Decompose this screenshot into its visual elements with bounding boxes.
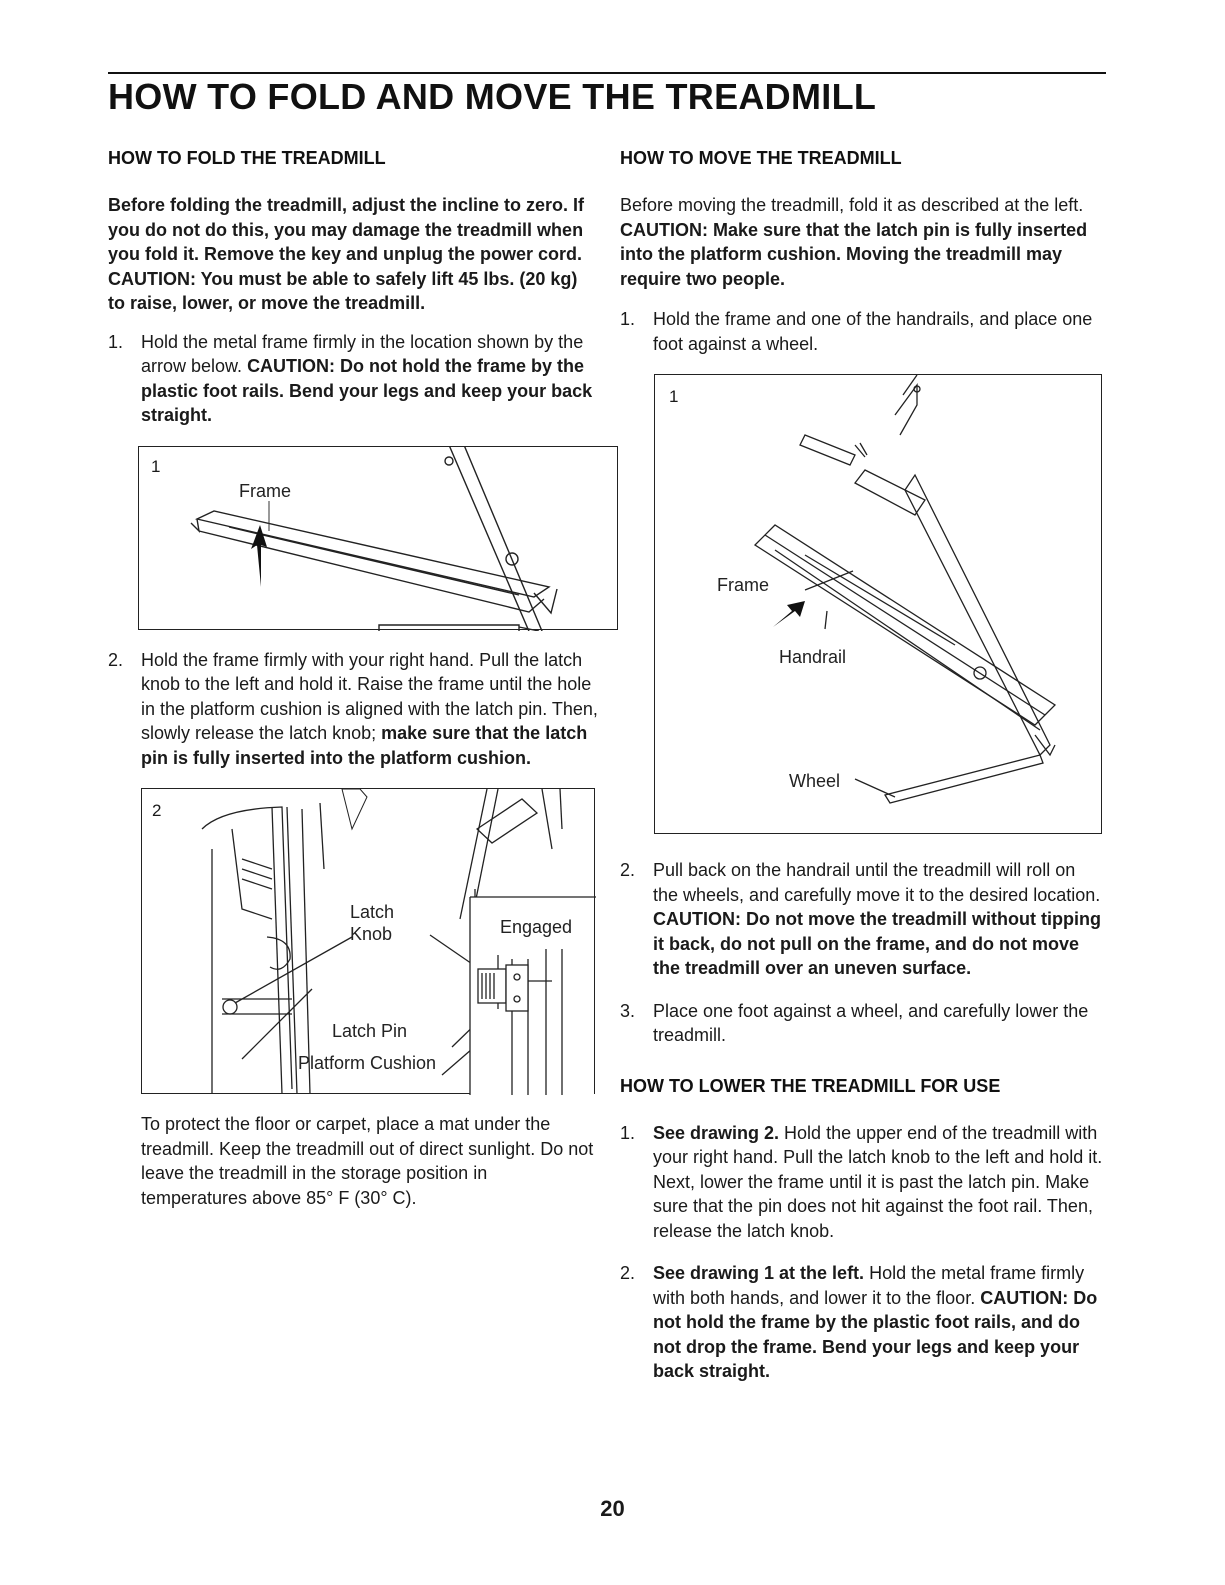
label-latch-pin: Latch Pin <box>332 1021 408 1041</box>
label-frame: Frame <box>239 480 292 501</box>
lower-step-1 <box>620 1121 1105 1244</box>
step-reference: See drawing 1 at the left. <box>653 1263 865 1283</box>
step-number: 1. <box>108 331 124 352</box>
storage-note: To protect the floor or carpet, place a mat under the treadmill. Keep the treadmill out of direct sunlight. Do not leave the treadmill in the storage position in temperatures above 85° F (30° C). <box>141 1114 594 1208</box>
lower-step-2 <box>620 1261 1105 1384</box>
label-wheel: Wheel <box>789 771 841 791</box>
page-number: 20 <box>600 1496 625 1521</box>
fold-heading: HOW TO FOLD THE TREADMILL <box>108 148 386 168</box>
title-rule <box>108 72 1106 74</box>
treadmill-moving-drawing <box>655 375 1103 835</box>
move-heading: HOW TO MOVE THE TREADMILL <box>620 148 902 168</box>
figure-number: 1 <box>151 456 161 476</box>
move-section <box>620 148 1105 1402</box>
figure-number: 1 <box>669 387 679 406</box>
step-reference: See drawing 2. <box>653 1122 780 1143</box>
label-frame: Frame <box>717 575 770 595</box>
step-caution: CAUTION: Do not hold the frame by the plastic foot rails, and do not drop the frame. Bend your legs and keep your back straight. <box>653 1287 1098 1381</box>
move-step-1 <box>620 307 1105 356</box>
step-number: 1. <box>620 1122 636 1143</box>
step-number: 1. <box>620 309 636 329</box>
step-caution: CAUTION: Do not move the treadmill without tipping it back, do not pull on the frame, and do not move the treadmill over an uneven surface. <box>653 909 1101 978</box>
figure-number: 2 <box>152 801 162 820</box>
move-step-2 <box>620 858 1105 981</box>
label-latch-knob-line-1: Latch <box>350 902 395 922</box>
step-text: Hold the frame and one of the handrails, and place one foot against a wheel. <box>653 309 1093 354</box>
label-platform-cushion: Platform Cushion <box>298 1053 437 1073</box>
move-step-3 <box>620 999 1105 1048</box>
page-title: HOW TO FOLD AND MOVE THE TREADMILL <box>108 76 877 117</box>
step-text: Hold the upper end of the treadmill with your right hand. Pull the latch knob to the left and hold it. Next, lower the frame until it is past the latch pin. Make sure that the pin does not hit against the foot rail. Then, release the latch knob. <box>653 1122 1103 1241</box>
step-caution: CAUTION: Do not hold the frame by the plastic foot rails. Bend your legs and keep your back straight. <box>141 356 593 425</box>
step-text: Hold the metal frame firmly with both hands, and lower it to the floor. <box>653 1263 1085 1308</box>
fold-step-2 <box>108 648 598 771</box>
label-engaged: Engaged <box>500 917 573 937</box>
step-number: 2. <box>620 860 636 880</box>
step-text: Pull back on the handrail until the treadmill will roll on the wheels, and carefully move it to the desired location. <box>653 860 1101 905</box>
move-figure-1 <box>654 374 1102 834</box>
step-number: 2. <box>620 1263 636 1283</box>
step-number: 3. <box>620 1000 636 1021</box>
label-handrail: Handrail <box>779 647 847 667</box>
step-caution: make sure that the latch pin is fully inserted into the platform cushion. <box>141 723 588 768</box>
fold-figure-2 <box>141 788 595 1094</box>
label-latch-knob <box>350 901 394 945</box>
fold-intro: Before folding the treadmill, adjust the incline to zero. If you do not do this, you may damage the treadmill when you fold it. Remove the key and unplug the power cord. CAUTION: You must be able to safely lift 45 lbs. (20 kg) to raise, lower, or move the treadmill. <box>108 195 585 313</box>
step-text: Hold the frame firmly with your right hand. Pull the latch knob to the left and hold it. Raise the frame until the hole in the platform cushion is aligned with the latch pin. Then, slowly release the latch knob; <box>141 649 598 743</box>
move-intro-text: Before moving the treadmill, fold it as described at the left. <box>620 195 1084 215</box>
fold-figure-1 <box>138 446 618 630</box>
treadmill-folding-drawing <box>139 447 619 631</box>
move-intro-caution: CAUTION: Make sure that the latch pin is fully inserted into the platform cushion. Moving the treadmill may require two people. <box>620 219 1088 289</box>
fold-step-1 <box>108 330 598 428</box>
label-latch-knob-line-2: Knob <box>350 924 393 944</box>
step-number: 2. <box>108 649 124 670</box>
step-text: Place one foot against a wheel, and carefully lower the treadmill. <box>653 1000 1089 1045</box>
fold-section <box>108 148 598 1210</box>
lower-heading: HOW TO LOWER THE TREADMILL FOR USE <box>620 1075 1001 1096</box>
step-text: Hold the metal frame firmly in the location shown by the arrow below. <box>141 331 584 376</box>
move-intro <box>620 193 1105 291</box>
